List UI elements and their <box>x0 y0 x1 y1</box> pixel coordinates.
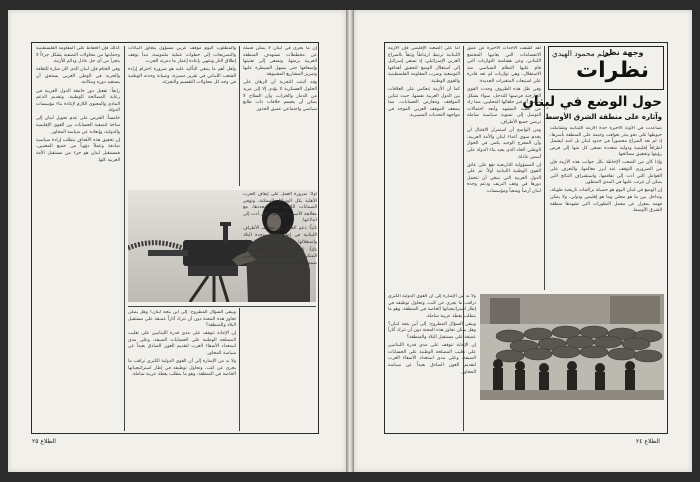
paragraph: ويبقى السؤال المطروح: إلى أين يتجه لبنان؟ وهل يمكن تجاوز هذه المحنة دون أن تترك آثاراً عميقة على مستقبل البلاد والمنطقة؟ <box>388 321 476 341</box>
paragraph: إن تحقيق هذه الأهداف يتطلب إرادة سياسية صادقة وعملاً دؤوباً من جميع المعنيين، فمستقبل لبنان هو جزء من مستقبل الأمة العربية كلها. <box>36 137 120 163</box>
sandbag-barricade-photo <box>480 294 664 400</box>
paragraph: لقد كشفت الأحداث الأخيرة عن عمق الانقسامات التي يعانيها المجتمع اللبناني، وعن هشاشة التوازنات التي قام عليها النظام السياسي منذ الاستقلال، وهي توازنات لم تعد قادرة على استيعاب المتغيرات الجديدة. <box>467 46 541 84</box>
paragraph: كما أن الأزمة تنعكس على العلاقات بين الدول العربية نفسها، حيث تتباين المواقف وتتعارض الحسابات، مما يضعف الموقف العربي الموحد في مواجهة التحديات المصيرية. <box>388 87 460 119</box>
left-col-2 <box>128 46 236 186</box>
paragraph: وقد أثبتت التجربة أن الرهان على الحلول العسكرية لا يؤدي إلا إلى مزيد من الدمار والخراب، وأن السلاح لا يمكن أن يحسم خلافات ذات طابع سياسي واجتماعي عميق الجذور. <box>243 80 317 112</box>
right-col-1 <box>550 126 662 290</box>
right-col-3 <box>388 46 460 290</box>
column-rule <box>239 308 240 431</box>
left-col-1 <box>243 46 317 186</box>
paragraph: ومن الواضح أن استمرار الاقتتال لن يخدم سوى أعداء لبنان والأمة العربية، وأن المخرج الوحيد يكمن في الحوار الوطني الجاد الذي يعيد بناء الدولة على أسس عادلة. <box>467 128 541 160</box>
left-col-2-lower <box>128 310 236 431</box>
right-col-3-lower <box>388 294 476 431</box>
paragraph: ولا بد من الإشارة إلى أن القوى الدولية الكبرى تراقب ما يجري عن كثب، وتحاول توظيفه في إطار استراتيجياتها الخاصة في المنطقة، وهو ما يتطلب يقظة عربية شاملة. <box>128 359 236 378</box>
paragraph: إن الإجابة تتوقف على مدى قدرة اللبنانيين على تغليب المصلحة الوطنية على الحسابات الضيقة، وعلى مدى استعداد الأشقاء العرب لتقديم العون الصادق بعيداً عن سياسة المحاور. <box>128 331 236 357</box>
right-col-2 <box>467 46 541 290</box>
paragraph: وفي ظل هذه الظروف وجدت القوى الخارجية فرصتها للتدخل، سواء بشكل مباشر أو عبر حلفائها المحليين، مما زاد من تعقيد المشهد وأبعد احتمالات التوصل إلى تسوية سياسية شاملة ترضي جميع الأطراف. <box>467 87 541 126</box>
paragraph: أولاً: ضرورة العمل على إيقاف الحرب الأهلية بكل الوسائل الممكنة، وتوفير الضمانات اللازمة لعدم تجددها، مع معالجة الأسباب الحقيقية التي أدت إلى اندلاعها. <box>243 192 317 224</box>
paragraph: ثالثاً: التصدي للاعتداءات الإسرائيلية المتكررة على الجنوب اللبناني، وتعزيز صمود الأهالي في قراهم ومدنهم. <box>243 247 317 266</box>
paragraph: وإذا كان من الصعب الإحاطة بكل جوانب هذه الأزمة فإن من الضروري التوقف عند أبرز معالمها، والتعرف على العوامل التي أدت إلى تفاقمها، واستشراف النتائج التي يمكن أن تترتب عليها في المدى المنظور. <box>550 160 662 186</box>
paragraph: خامساً: الحرص على عدم تحويل لبنان إلى ساحة لتصفية الحسابات بين القوى الإقليمية والدولية، وإبعاده عن سياسة المحاور. <box>36 116 120 135</box>
left-page-number: الطلاع ٢٥ <box>32 438 56 445</box>
book-spine <box>346 10 354 472</box>
paragraph: أما على الصعيد الإقليمي فإن الأزمة اللبنانية ترتبط ارتباطاً وثيقاً بالصراع العربي الإسرائيلي، إذ تسعى إسرائيل إلى استغلال الوضع لتحقيق أهدافها التوسعية وضرب المقاومة الفلسطينية والقوى الوطنية. <box>388 46 460 84</box>
paragraph: إن الوضع في لبنان اليوم هو حصيلة تراكمات تاريخية طويلة، وتداخل بين ما هو محلي وما هو إقليمي ودولي، ولا يمكن فهمه بمعزل عن مجمل التطورات التي تشهدها منطقة الشرق الأوسط. <box>550 188 662 214</box>
left-col-1-lower <box>243 192 317 431</box>
right-page <box>354 10 692 472</box>
left-page <box>8 10 346 472</box>
left-col-3 <box>36 46 120 431</box>
fighters-behind-sandbags-illustration <box>480 294 664 400</box>
headline: حول الوضع في لبنان <box>522 94 662 110</box>
subhead: وآثاره على منطقة الشرق الأوسط <box>544 113 662 121</box>
paragraph: إن المسؤولية التاريخية تقع على عاتق القوى الوطنية اللبنانية أولاً، ثم على الدول العربية التي ينبغي أن تتحمل دورها في وقف النزيف ودعم وحدة لبنان أرضاً وشعباً ومؤسسات. <box>467 162 541 194</box>
kicker: وجهة نظر <box>604 48 644 57</box>
paragraph: ولعل أهم ما ينبغي التأكيد عليه هو ضرورة احترام إرادة الشعب اللبناني في تقرير مصيره، وصيانة وحدته الوطنية في وجه كل محاولات التقسيم والتجزئة. <box>128 67 236 86</box>
paragraph: رابعاً: تفعيل دور جامعة الدول العربية في رعاية المصالحة الوطنية، وتقديم الدعم المادي والمعنوي اللازم لإعادة بناء مؤسسات الدولة. <box>36 88 120 114</box>
paragraph: ثانياً: دعم الحوار بين مختلف الأطراف اللبنانية في إطار يحفظ وحدة البلاد واستقلالها وسيادتها على كامل أراضيها. <box>243 226 317 245</box>
paragraph: وفي الختام فإن لبنان الذي كان منارة للثقافة والحرية في الوطن العربي يستحق أن يستعيد دوره ومكانته. <box>36 67 120 86</box>
byline: بقلم محمود الهيدي <box>552 49 611 58</box>
paragraph: إن ما يجري في لبنان لا يمكن فصله عن مخططات تستهدف المنطقة العربية برمتها، وتسعى إلى تفتيتها وإضعافها حتى يسهل السيطرة عليها وتمرير المشاريع المشبوهة. <box>243 46 317 78</box>
paragraph: تصاعدت في الآونة الأخيرة حدة الأزمة اللبنانية وتشابكت خيوطها على نحو ينذر بعواقب وخيمة على المنطقة بأسرها، إذ لم يعد الصراع محصوراً في حدود لبنان بل امتد ليشمل أطرافاً إقليمية ودولية متعددة تسعى كل منها إلى فرض رؤيتها وتحقيق مصالحها. <box>550 126 662 158</box>
right-page-number: الطلاع ٢٤ <box>636 438 660 445</box>
paragraph: كذلك فإن الحفاظ على المقاومة الفلسطينية وحمايتها من محاولات التصفية يشكل جزءاً لا يتجزأ من أي حل عادل ودائم للأزمة. <box>36 46 120 65</box>
paragraph: ولا بد من الإشارة إلى أن القوى الدولية الكبرى تراقب ما يجري عن كثب، وتحاول توظيفه في إطار استراتيجياتها الخاصة في المنطقة، وهو ما يتطلب يقظة عربية شاملة. <box>388 294 476 319</box>
column-rule <box>239 46 240 186</box>
paragraph: ويبقى السؤال المطروح: إلى أين يتجه لبنان؟ وهل يمكن تجاوز هذه المحنة دون أن تترك آثاراً عميقة على مستقبل البلاد والمنطقة؟ <box>128 310 236 329</box>
column-rule <box>544 46 545 290</box>
paragraph: والمطلوب اليوم موقف عربي مسؤول يتجاوز البيانات والتصريحات إلى خطوات عملية ملموسة، تبدأ بوقف إطلاق النار وتنتهي بإعادة إعمار ما دمرته الحرب. <box>128 46 236 65</box>
masthead: نظرات <box>576 58 650 83</box>
column-rule <box>124 46 125 431</box>
paragraph: إن الإجابة تتوقف على مدى قدرة اللبنانيين على تغليب المصلحة الوطنية على الحسابات الضيقة، وعلى مدى استعداد الأشقاء العرب لتقديم العون الصادق بعيداً عن سياسة المحاور. <box>388 343 476 375</box>
